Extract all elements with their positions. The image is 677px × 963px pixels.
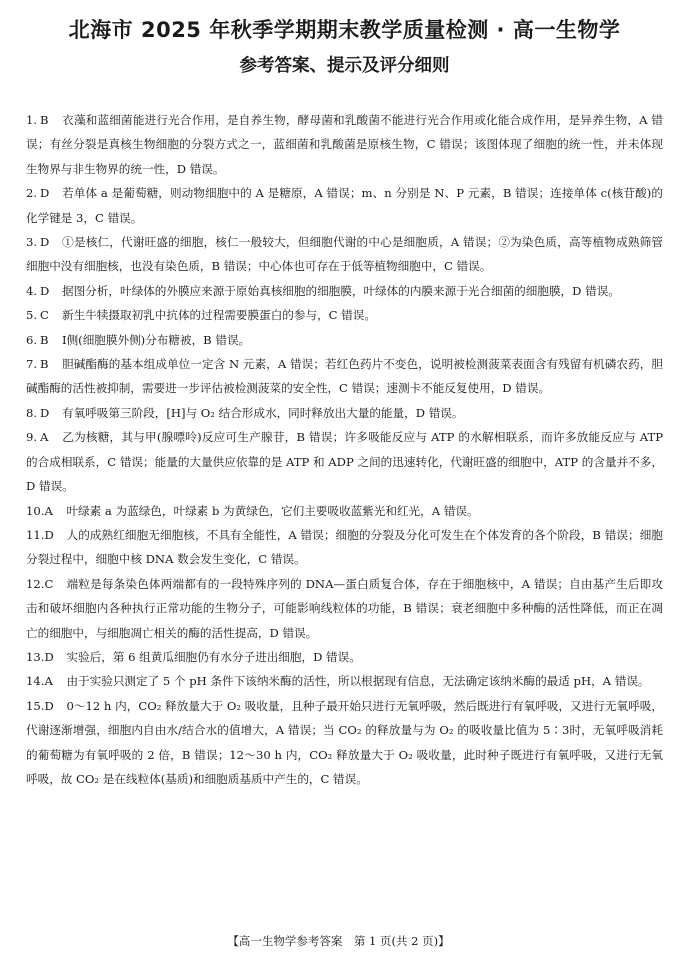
answer-number: 4. xyxy=(26,283,38,298)
answer-letter: B xyxy=(40,113,49,127)
answer-number: 13. xyxy=(26,649,45,664)
answer-number: 11. xyxy=(26,527,45,542)
answer-explanation: 0～12 h 内，CO₂ 释放量大于 O₂ 吸收量，且种子最开始只进行无氧呼吸，然后既进行有氧呼吸，又进行无氧呼吸，代谢逐渐增强，细胞内自由水/结合水的值增大，A 错误；当 CO₂ 的释放量与为 O₂ 的吸收量比值为 5∶3时，无氧呼吸消耗的葡萄糖为有氧呼吸的 2 倍，B 错误；12～30 h 内，CO₂ 释放量大于 O₂ 吸收量，此时种子既进行有氧呼吸，又进行无氧呼吸，故 CO₂ 是在线粒体(基质)和细胞质基质中产生的，C 错误。 xyxy=(26,698,663,786)
answer-list xyxy=(26,108,663,791)
answer-explanation: ①是核仁，代谢旺盛的细胞，核仁一般较大，但细胞代谢的中心是细胞质，A 错误；②为染色质，高等植物成熟筛管细胞中没有细胞核，也没有染色质，B 错误；中心体也可存在于低等植物细胞中，C 错误。 xyxy=(26,235,663,274)
answer-letter: A xyxy=(40,430,49,445)
page-footer: 【高一生物学参考答案 第 1 页(共 2 页)】 xyxy=(227,934,450,948)
answer-item xyxy=(26,181,663,230)
answer-number: 8. xyxy=(26,405,38,420)
answer-number: 10. xyxy=(26,503,45,518)
answer-letter: D xyxy=(44,649,54,664)
answer-explanation: 新生牛犊摄取初乳中抗体的过程需要膜蛋白的参与，C 错误。 xyxy=(62,308,376,323)
answer-item xyxy=(26,303,663,327)
answer-number: 3. xyxy=(26,235,38,250)
answer-item xyxy=(26,279,663,303)
answer-item xyxy=(26,572,663,645)
answer-number: 9. xyxy=(26,430,38,445)
answer-explanation: 人的成熟红细胞无细胞核，不具有全能性，A 错误；细胞的分裂及分化可发生在个体发育的各个阶段，B 错误；细胞分裂过程中，细胞中核 DNA 数会发生变化，C 错误。 xyxy=(26,527,663,567)
answer-letter: D xyxy=(44,698,54,713)
answer-number: 6. xyxy=(26,332,38,347)
answer-item xyxy=(26,523,663,572)
answer-letter: D xyxy=(40,186,50,201)
answer-letter: D xyxy=(44,527,54,542)
answer-item xyxy=(26,669,663,693)
answer-letter: D xyxy=(40,235,50,250)
answer-number: 1. xyxy=(26,113,38,127)
answer-letter: A xyxy=(44,674,53,689)
answer-number: 2. xyxy=(26,186,38,201)
answer-explanation: 有氧呼吸第三阶段，[H]与 O₂ 结合形成水，同时释放出大量的能量，D 错误。 xyxy=(62,405,464,420)
answer-explanation: 实验后，第 6 组黄瓜细胞仍有水分子进出细胞，D 错误。 xyxy=(66,649,361,664)
answer-explanation: 胆碱酯酶的基本组成单位一定含 N 元素，A 错误；若红色药片不变色，说明被检测菠菜表面含有残留有机磷农药，胆碱酯酶的活性被抑制，需要进一步评估被检测菠菜的安全性，C 错误；速测卡不能反复使用，D 错误。 xyxy=(26,357,663,396)
answer-explanation: Ⅰ侧(细胞膜外侧)分布糖被，B 错误。 xyxy=(62,332,251,347)
answer-letter: A xyxy=(44,503,53,518)
answer-item xyxy=(26,694,663,792)
answer-explanation: 叶绿素 a 为蓝绿色，叶绿素 b 为黄绿色，它们主要吸收蓝紫光和红光，A 错误。 xyxy=(66,503,479,518)
answer-explanation: 端粒是每条染色体两端都有的一段特殊序列的 DNA—蛋白质复合体，存在于细胞核中，A 错误；自由基产生后即攻击和破坏细胞内各种执行正常功能的生物分子，可能影响线粒体的功能，B 错误；衰老细胞中多种酶的活性降低，而正在凋亡的细胞中，与细胞凋亡相关的酶的活性提高，D 错误。 xyxy=(26,576,663,640)
answer-item xyxy=(26,499,663,523)
answer-item xyxy=(26,108,663,181)
answer-explanation: 由于实验只测定了 5 个 pH 条件下该纳米酶的活性，所以根据现有信息，无法确定该纳米酶的最适 pH，A 错误。 xyxy=(66,674,650,689)
answer-letter: D xyxy=(40,405,50,420)
answer-item xyxy=(26,328,663,352)
answer-item xyxy=(26,645,663,669)
answer-item xyxy=(26,425,663,498)
answer-letter: C xyxy=(44,576,54,591)
document-title: 北海市 2025 年秋季学期期末教学质量检测 · 高一生物学 xyxy=(68,18,621,42)
document-subtitle: 参考答案、提示及评分细则 xyxy=(239,56,450,76)
answer-number: 7. xyxy=(26,357,38,372)
answer-item xyxy=(26,401,663,425)
answer-letter: C xyxy=(40,308,49,323)
answer-number: 12. xyxy=(26,576,45,591)
answer-item xyxy=(26,352,663,401)
answer-number: 15. xyxy=(26,698,45,713)
answer-explanation: 若单体 a 是葡萄糖，则动物细胞中的 A 是糖原，A 错误；m、n 分别是 N、P 元素，B 错误；连接单体 c(核苷酸)的化学键是 3，C 错误。 xyxy=(26,186,663,225)
answer-letter: B xyxy=(40,357,49,372)
answer-item xyxy=(26,230,663,279)
answer-explanation: 衣藻和蓝细菌能进行光合作用，是自养生物，酵母菌和乳酸菌不能进行光合作用或化能合成作用，是异养生物，A 错误；有丝分裂是真核生物细胞的分裂方式之一，蓝细菌和乳酸菌是原核生物，C 错误；该图体现了细胞的统一性，并未体现生物界与非生物界的统一性，D 错误。 xyxy=(26,113,663,176)
answer-number: 5. xyxy=(26,308,38,323)
answer-explanation: 乙为核糖，其与甲(腺嘌呤)反应可生产腺苷，B 错误；许多吸能反应与 ATP 的水解相联系，而许多放能反应与 ATP 的合成相联系，C 错误；能量的大量供应依靠的是 ATP 和 ADP 之间的迅速转化，代谢旺盛的细胞中，ATP 的含量并不多，D 错误。 xyxy=(26,430,663,494)
answer-explanation: 据图分析，叶绿体的外膜应来源于原始真核细胞的细胞膜，叶绿体的内膜来源于光合细菌的细胞膜，D 错误。 xyxy=(62,283,620,298)
answer-number: 14. xyxy=(26,674,45,689)
answer-letter: D xyxy=(40,283,50,298)
answer-letter: B xyxy=(40,332,49,347)
